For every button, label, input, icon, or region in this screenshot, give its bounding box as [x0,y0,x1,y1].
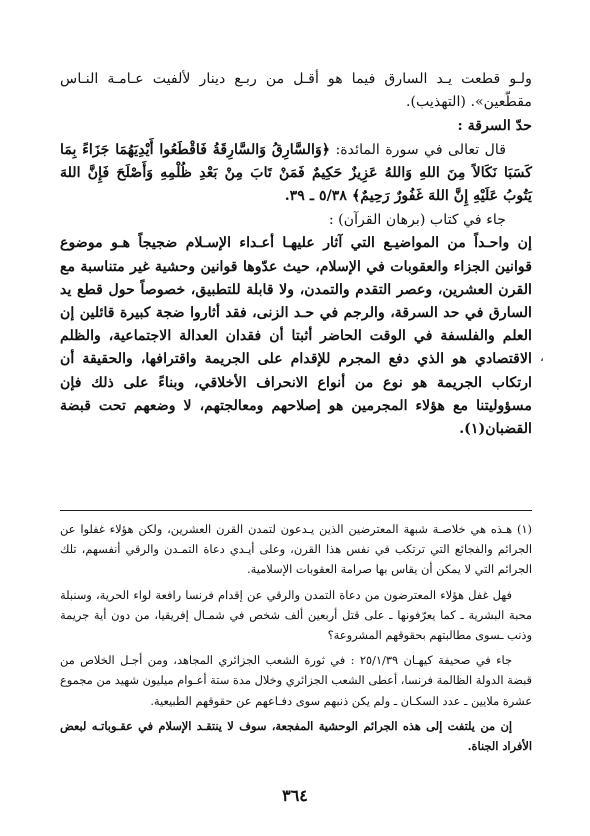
verse-lead: قال تعالى في سورة المائدة: [330,141,506,158]
verse-paragraph [60,139,532,209]
main-text [60,68,532,441]
margin-mark: ، [540,350,544,364]
footnote-paragraph-2: فهل غفل هؤلاء المعترضون من دعاة التمدن والرقي عن إقدام فرنسا رافعة لواء الحرية، وسنبلة محبة البشرية ـ كما يعرّفونها ـ على قتل أربعين ألف شخص في شمـال إفريقيا، من دون أية جريمة وذنب ـسوى مطالبتهم بحقوقهم المشروعة؟ [60,587,532,643]
footnotes [60,510,532,761]
body-text: إن واحـداً من المواضيـع التي آثار عليهـا أعـداء الإسـلام ضجيجاً هـو موضوع قوانين الجزاء والعقوبات في الإسلام، حيث عدّوها قوانين وحشية غير متناسبة مع القرن العشرين، وعصر التقدم والتمدن، ولا قابلة للتطبيق، خصوصاً حول قطع يد السارق في حد السرقة، والرجم في حـد الزنى، فقد أثاروا ضجة كبيرة قائلين إن العلم والفلسفة في الوقت الحاضر أثبتا أن فقدان العدالة الاجتماعية، والظلم الاقتصادي هو الذي دفع المجرم للإقدام على الجريمة واقترافها، والحقيقة أن ارتكاب الجريمة هو نوع من أنواع الانحراف الأخلاقي، وبناءً على ذلك فإن مسؤوليتنا مع هؤلاء المجرمين هو إصلاحهم ومعالجتهم، لا وضعهم تحت قبضة القضبان [60,235,532,438]
verse-reference: ٥/٣٨ ـ ٣٩. [284,188,352,205]
footnote-paragraph-3: جاء في صحيفة كيهـان ٢٥/١/٣٩ : في ثورة الشعب الجزائري المجاهد، ومن أجـل الخلاص من قبضة الدولة الظالمة فرنسا، أعطى الشعب الجزائري وخلال مدة ستة أعـوام ميليون شهيد من مجموع عشرة ملايين ـ عدد السكـان ـ ولم يكن ذنبهم سوى دفـاعهم عن حقوقهم الطبيعية. [59,653,532,708]
page-number: ٣٦٤ [282,786,308,805]
intro-line: ولـو قطعت يـد السارق فيما هو أقـل من ربـع دينار لألفيت عـامـة النـاس مقطّعين». (التهذيب). [60,71,532,111]
footnote-1: (١) هـذه هي خلاصـة شبهة المعترضين الذين يـدعون لتمدن القرن العشرين، ولكن هؤلاء غفلوا عن الجرائم والفجائع التي ترتكب في نفس هذا القرن، وعلى أيـدي دعاة التمـدن والرقي أنفسهم، تلك الجرائم التي لا يمكن أن يقاس بها صرامة العقوبات الإسلامية. [60,522,532,577]
source-line: جاء في كتاب (برهان القرآن) : [328,212,506,229]
body-paragraph [60,232,532,441]
footnote-paragraph-4: إن من يلتفت إلى هذه الجرائم الوحشية المفجعة، سوف لا ينتقـد الإسلام في عقـوباتـه لبعض الأفراد الجناة. [60,718,532,754]
quran-verse: ﴿وَالسَّارِقُ وَالسَّارِقَةُ فَاقْطَعُوا أَيْدِيَهُمَا جَزَاءً بِمَا كَسَبَا نَكَالاً مِنَ اللهِ وَاللهُ عَزِيزٌ حَكِيمٌ فَمَنْ تَابَ مِنْ بَعْدِ ظُلْمِهِ وَأَصْلَحَ فَإِنَّ اللهَ يَتُوبُ عَلَيْهِ إِنَّ اللهَ غَفُورٌ رَحِيمٌ﴾ [60,141,532,205]
section-heading: حدّ السرقة : [457,118,532,135]
footnote-marker: (١). [459,421,486,438]
